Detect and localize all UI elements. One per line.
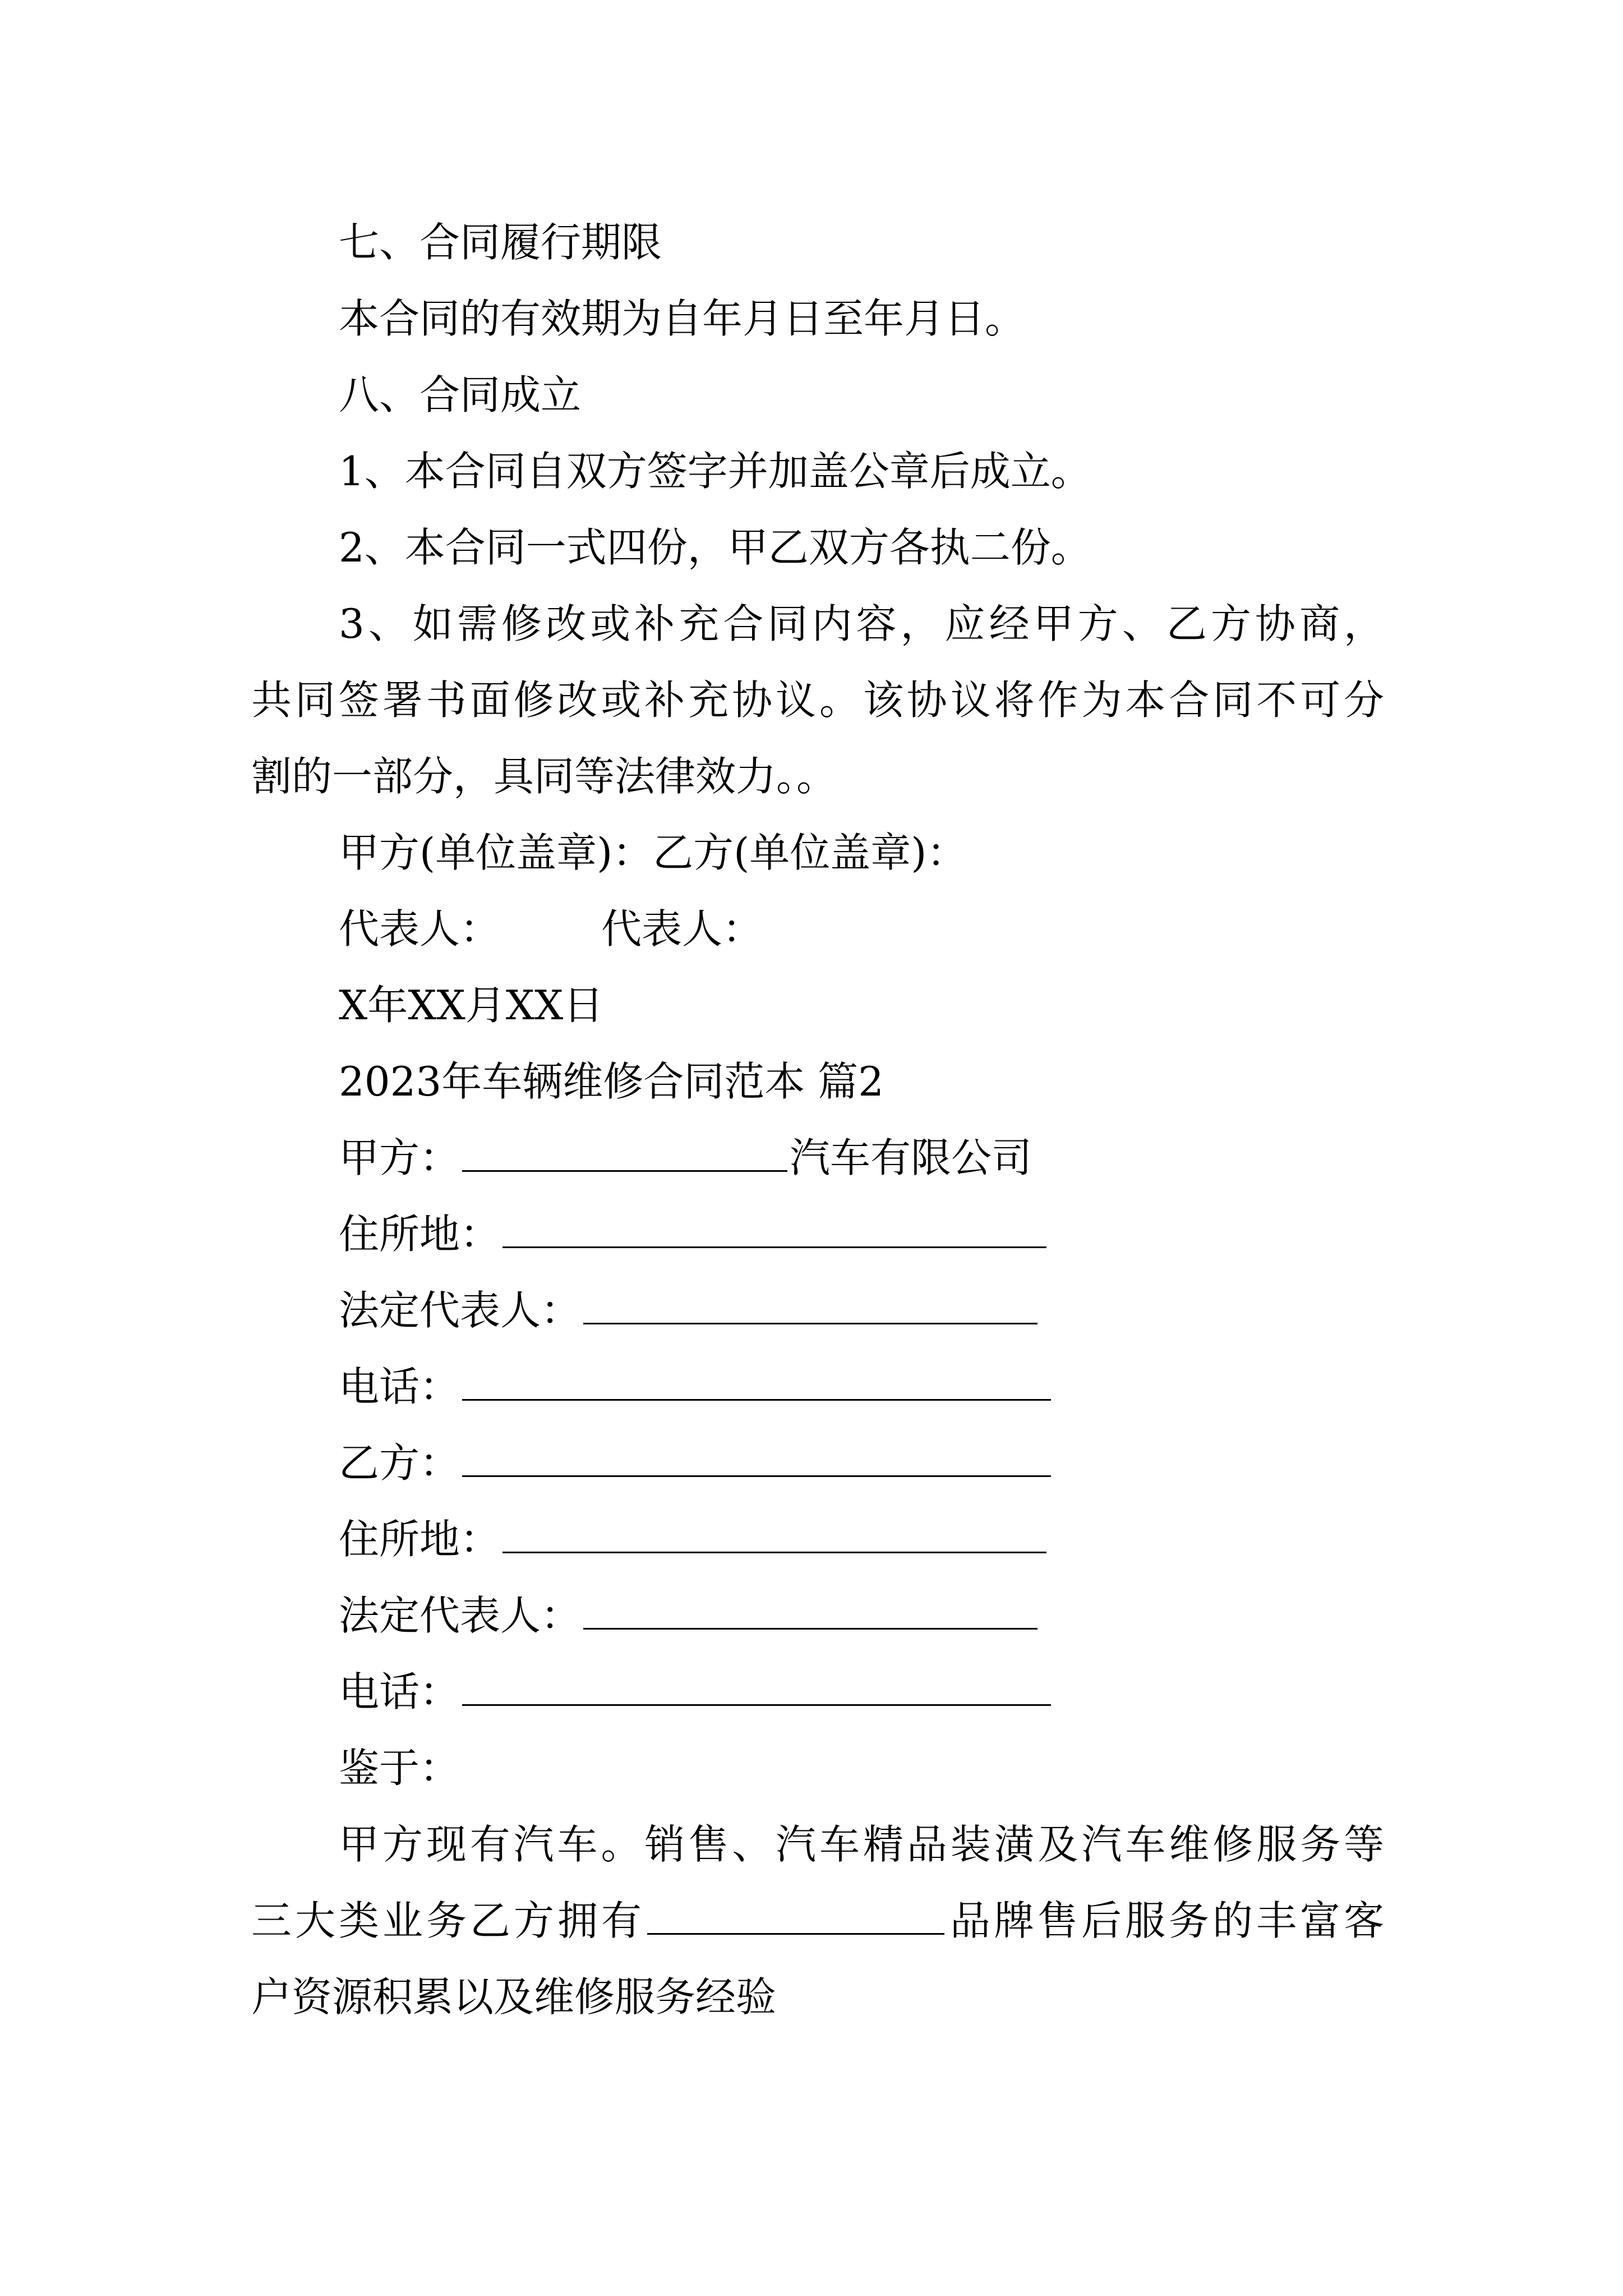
address-a-label: 住所地： (339, 1211, 501, 1258)
legal-rep-b-blank (583, 1588, 1038, 1630)
party-b-line (339, 1435, 1053, 1491)
legal-rep-b-line (339, 1588, 1040, 1644)
address-b-line (339, 1511, 1049, 1567)
legal-rep-a-line (339, 1282, 1040, 1338)
party-a-blank (462, 1130, 787, 1172)
legal-rep-a-blank (583, 1282, 1038, 1324)
address-a-line (339, 1206, 1049, 1262)
clause-1: 1、本合同自双方签字并加盖公章后成立。 (339, 448, 1091, 495)
party-a-suffix: 汽车有限公司 (790, 1134, 1032, 1181)
party-a-label: 甲方： (339, 1134, 460, 1181)
whereas-para-line-1: 甲方现有汽车。销售、汽车精品装潢及汽车维修服务等 (339, 1821, 1384, 1868)
address-b-blank (502, 1511, 1046, 1553)
phone-a-blank (462, 1359, 1051, 1401)
clause-3-line-2: 共同签署书面修改或补充协议。该协议将作为本合同不可分 (251, 677, 1384, 724)
legal-rep-b-label: 法定代表人： (339, 1592, 582, 1639)
section-7-heading: 七、合同履行期限 (339, 219, 662, 266)
party-a-line (339, 1130, 1032, 1186)
address-b-label: 住所地： (339, 1516, 501, 1563)
legal-rep-a-label: 法定代表人： (339, 1287, 582, 1334)
phone-b-line (339, 1664, 1053, 1720)
phone-b-label: 电话： (339, 1668, 460, 1715)
whereas-para-line-2-a: 三大类业务乙方拥有 (251, 1897, 645, 1944)
whereas-para-line-2-b: 品牌售后服务的丰富客 (947, 1897, 1384, 1944)
brand-blank (647, 1893, 944, 1935)
representative-a-label: 代表人： (339, 905, 501, 953)
date-line: X年XX月XX日 (339, 982, 604, 1029)
party-b-blank (462, 1435, 1051, 1477)
clause-3-line-1: 3、如需修改或补充合同内容，应经甲方、乙方协商， (339, 600, 1384, 647)
section-8-heading: 八、合同成立 (339, 371, 582, 418)
representative-b-label: 代表人： (601, 905, 763, 953)
seal-line: 甲方(单位盖章)：乙方(单位盖章)： (339, 829, 967, 876)
representative-line (339, 901, 763, 957)
whereas-para-line-2 (251, 1893, 1384, 1949)
clause-3-line-3: 割的一部分，具同等法律效力。。 (251, 753, 837, 800)
address-a-blank (502, 1206, 1046, 1248)
phone-a-label: 电话： (339, 1363, 460, 1410)
whereas-label: 鉴于： (339, 1745, 460, 1792)
whereas-para-line-3: 户资源积累以及维修服务经验 (251, 1973, 777, 2021)
section-title-2: 2023年车辆维修合同范本 篇2 (339, 1058, 884, 1105)
phone-a-line (339, 1359, 1053, 1415)
section-7-body: 本合同的有效期为自年月日至年月日。 (339, 295, 1026, 342)
party-b-label: 乙方： (339, 1439, 460, 1487)
phone-b-blank (462, 1664, 1051, 1706)
clause-2: 2、本合同一式四份，甲乙双方各执二份。 (339, 524, 1091, 571)
